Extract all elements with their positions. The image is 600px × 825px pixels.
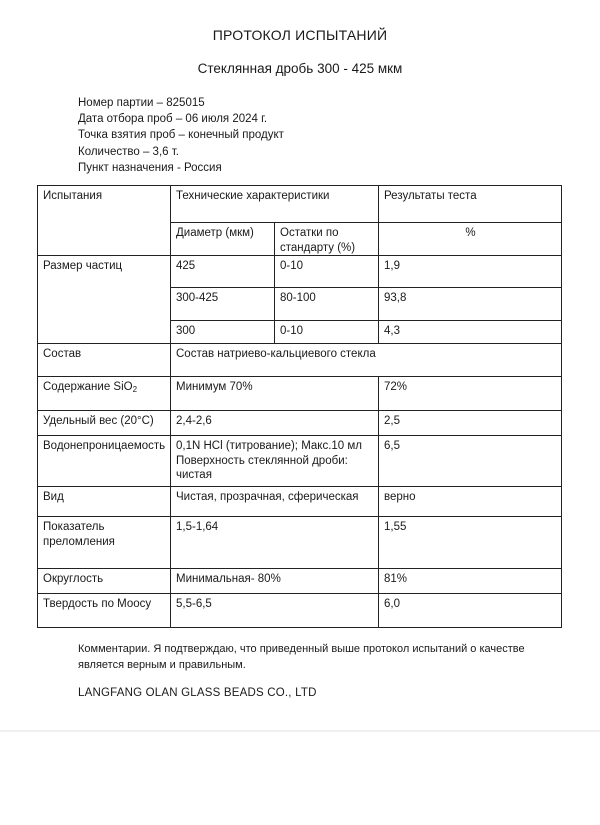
table-row <box>38 436 562 487</box>
row-label-water-resistance: Водонепроницаемость <box>38 436 171 487</box>
cell-spec: 2,4-2,6 <box>171 411 379 436</box>
table-row <box>38 517 562 569</box>
row-label-appearance: Вид <box>38 487 171 517</box>
cell-spec: Чистая, прозрачная, сферическая <box>171 487 379 517</box>
table-row <box>38 344 562 377</box>
table-row <box>38 256 562 288</box>
destination: Пункт назначения - Россия <box>78 161 222 174</box>
table-row <box>38 377 562 411</box>
cell-residue: 0-10 <box>275 256 379 288</box>
document-title: ПРОТОКОЛ ИСПЫТАНИЙ <box>212 27 388 43</box>
cell-spec: Минимум 70% <box>171 377 379 411</box>
row-label-particle-size: Размер частиц <box>38 256 171 344</box>
cell-residue: 80-100 <box>275 288 379 321</box>
batch-number: Номер партии – 825015 <box>78 97 205 109</box>
cell-result: 2,5 <box>379 411 562 436</box>
row-label-composition: Состав <box>38 344 171 377</box>
cell-spec: 5,5-6,5 <box>171 594 379 628</box>
cell-result: 1,55 <box>379 517 562 569</box>
cell-diameter: 425 <box>171 256 275 288</box>
cell-spec: Минимальная- 80% <box>171 569 379 594</box>
cell-result: 72% <box>379 377 562 411</box>
row-label-hardness: Твердость по Моосу <box>38 594 171 628</box>
cell-spec: Состав натриево-кальциевого стекла <box>171 344 562 377</box>
document-subtitle: Стеклянная дробь 300 - 425 мкм <box>197 61 403 76</box>
cell-result: 6,5 <box>379 436 562 487</box>
row-label-sio2 <box>38 377 171 411</box>
batch-info <box>78 95 284 176</box>
subheader-residue: Остатки по стандарту (%) <box>275 223 379 256</box>
quantity: Количество – 3,6 т. <box>78 145 179 158</box>
cell-spec: 1,5-1,64 <box>171 517 379 569</box>
cell-result: 6,0 <box>379 594 562 628</box>
cell-result: 81% <box>379 569 562 594</box>
table-row <box>38 487 562 517</box>
sio2-subscript: 2 <box>132 385 138 394</box>
subheader-percent: % <box>379 223 562 256</box>
header-tech-specs: Технические характеристики <box>171 186 379 223</box>
row-label-density: Удельный вес (20°C) <box>38 411 171 436</box>
page-edge-divider <box>0 730 600 732</box>
cell-spec: 0,1N HCl (титрование); Макс.10 мл Поверхность стеклянной дроби: чистая <box>171 436 379 487</box>
row-label-roundness: Округлость <box>38 569 171 594</box>
comment-text: Комментарии. Я подтверждаю, что приведенный выше протокол испытаний о качестве является верным и правильным. <box>78 643 525 671</box>
cell-diameter: 300 <box>171 321 275 344</box>
table-row <box>38 411 562 436</box>
company-name: LANGFANG OLAN GLASS BEADS CO., LTD <box>78 687 317 699</box>
sampling-date: Дата отбора проб – 06 июля 2024 г. <box>78 113 268 126</box>
cell-result: 1,9 <box>379 256 562 288</box>
cell-result: верно <box>379 487 562 517</box>
header-results: Результаты теста <box>379 186 562 223</box>
test-results-table <box>37 185 562 628</box>
cell-diameter: 300-425 <box>171 288 275 321</box>
sio2-label-text: Содержание SiO <box>43 381 133 393</box>
cell-result: 4,3 <box>379 321 562 344</box>
table-header-row <box>38 186 562 223</box>
table-row <box>38 594 562 628</box>
sampling-point: Точка взятия проб – конечный продукт <box>78 129 284 142</box>
cell-result: 93,8 <box>379 288 562 321</box>
table-row <box>38 569 562 594</box>
row-label-refraction: Показатель преломления <box>38 517 171 569</box>
subheader-diameter: Диаметр (мкм) <box>171 223 275 256</box>
cell-residue: 0-10 <box>275 321 379 344</box>
header-tests: Испытания <box>38 186 171 256</box>
